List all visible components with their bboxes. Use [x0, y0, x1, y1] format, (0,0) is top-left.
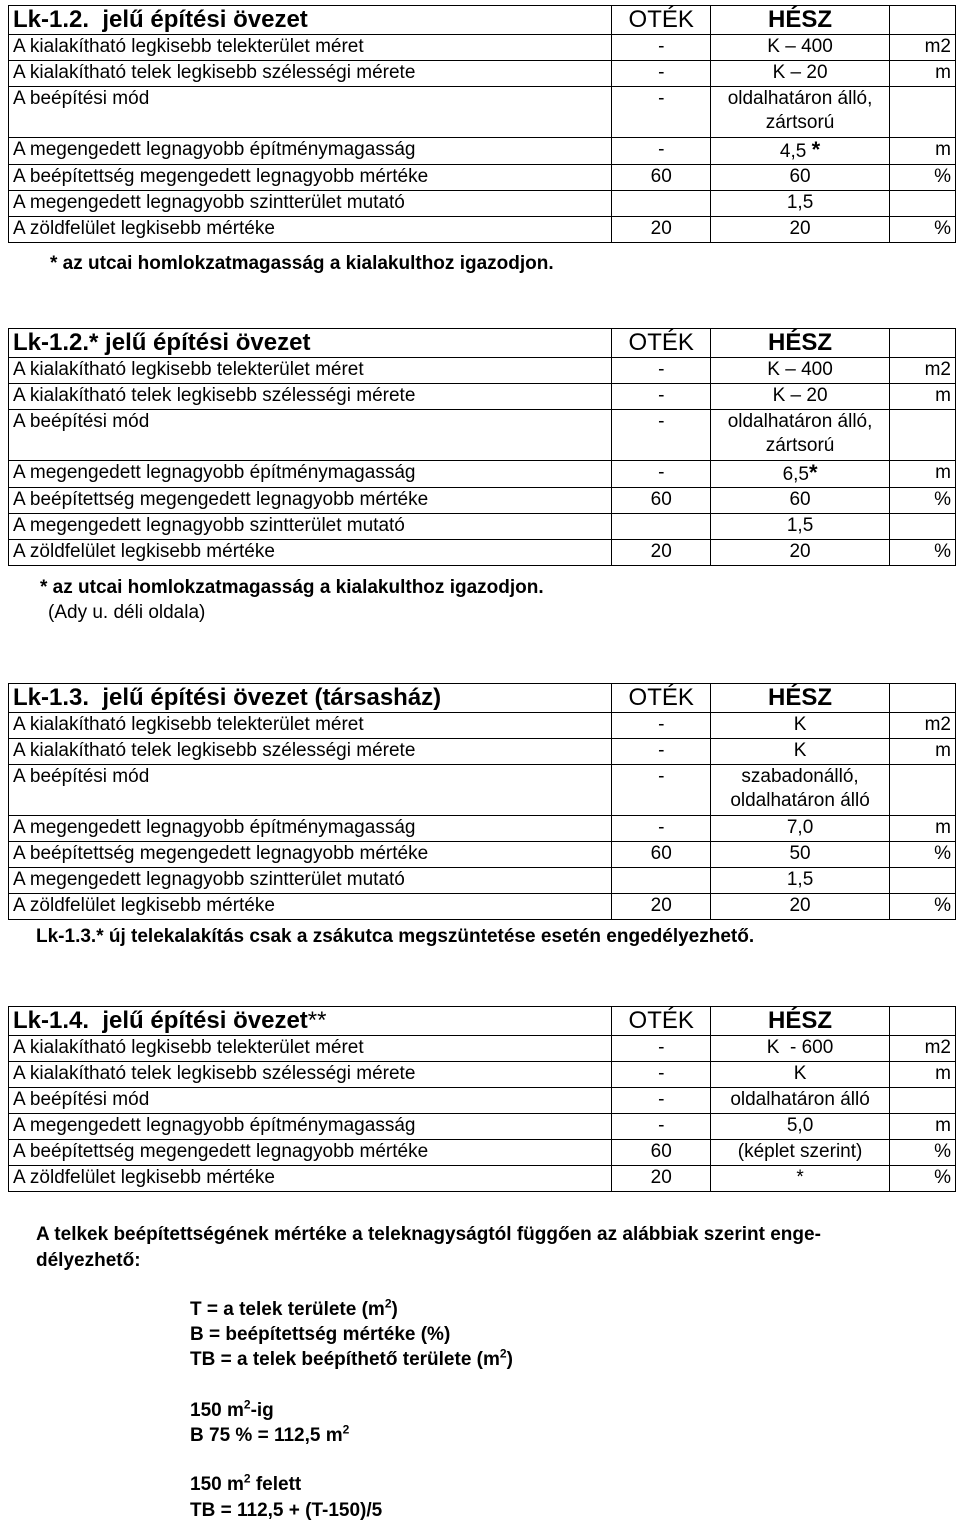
table-row [9, 894, 956, 920]
row-unit [889, 765, 955, 816]
row-label: A kialakítható telek legkisebb szélességi mérete [9, 1062, 612, 1088]
row-label: A zöldfelület legkisebb mértéke [9, 894, 612, 920]
table-row [9, 514, 956, 540]
row-unit: % [889, 842, 955, 868]
row-label: A megengedett legnagyobb szintterület mutató [9, 868, 612, 894]
row-unit: % [889, 165, 955, 191]
row-otek: - [612, 765, 711, 816]
row-hesz-line1: oldalhatáron álló, [727, 411, 873, 432]
table-row [9, 842, 956, 868]
row-label: A beépítési mód [9, 87, 612, 138]
table-row [9, 61, 956, 87]
table-row [9, 1140, 956, 1166]
table-row [9, 191, 956, 217]
case-1-formula-text: B 75 % = 112,5 m [190, 1425, 343, 1446]
zone-code: Lk-1.3. [13, 684, 90, 711]
row-otek: - [612, 61, 711, 87]
row-label: A kialakítható telek legkisebb szélességi mérete [9, 384, 612, 410]
row-hesz-value: 4,5 [779, 141, 807, 162]
unit-header [889, 684, 955, 713]
row-hesz: K - 600 [711, 1036, 889, 1062]
zone-table-lk-1-2-star [8, 328, 956, 566]
zone-title-text: jelű építési övezet [102, 6, 308, 33]
row-hesz: 50 [711, 842, 889, 868]
row-otek: - [612, 1088, 711, 1114]
row-unit: m [889, 816, 955, 842]
case-1-condition [190, 1397, 274, 1422]
row-otek: - [612, 713, 711, 739]
row-otek: 20 [612, 894, 711, 920]
row-otek: - [612, 816, 711, 842]
row-hesz: 1,5 [711, 191, 889, 217]
row-unit: m [889, 461, 955, 488]
definition-t [190, 1296, 398, 1321]
zone-title-text: jelű építési övezet [105, 329, 311, 356]
row-hesz-line2: oldalhatáron álló [730, 790, 870, 811]
table-row [9, 358, 956, 384]
table-row [9, 1114, 956, 1140]
asterisk-mark: * [811, 137, 821, 162]
table-row [9, 816, 956, 842]
zone-footnote: Lk-1.3.* új telekalakítás csak a zsákutca megszüntetése esetén engedélyezhető. [36, 926, 755, 947]
table-row [9, 488, 956, 514]
row-hesz: K – 20 [711, 61, 889, 87]
zone-title [9, 329, 612, 358]
row-label: A zöldfelület legkisebb mértéke [9, 217, 612, 243]
row-hesz [711, 87, 889, 138]
otek-header: OTÉK [612, 329, 711, 358]
table-row [9, 765, 956, 816]
row-hesz: K [711, 739, 889, 765]
row-unit: % [889, 894, 955, 920]
row-label: A beépítési mód [9, 1088, 612, 1114]
row-otek: - [612, 461, 711, 488]
hesz-header: HÉSZ [711, 329, 889, 358]
row-hesz: 1,5 [711, 868, 889, 894]
row-hesz: 60 [711, 488, 889, 514]
row-otek [612, 868, 711, 894]
unit-header [889, 1007, 955, 1036]
row-unit: m [889, 384, 955, 410]
row-label: A beépítettség megengedett legnagyobb mértéke [9, 165, 612, 191]
row-otek: - [612, 739, 711, 765]
table-row [9, 138, 956, 165]
superscript: 2 [243, 1397, 251, 1412]
zone-header [9, 684, 956, 713]
case-2-text: 150 m [190, 1474, 244, 1495]
zone-title-text: jelű építési övezet (társasház) [102, 684, 442, 711]
row-hesz [711, 765, 889, 816]
case-1-formula [190, 1422, 350, 1447]
row-label: A megengedett legnagyobb építménymagasság [9, 138, 612, 165]
table-row [9, 1088, 956, 1114]
zone-table-lk-1-2 [8, 5, 956, 243]
row-hesz: * [711, 1166, 889, 1192]
row-label: A beépítettség megengedett legnagyobb mértéke [9, 842, 612, 868]
otek-header: OTÉK [612, 684, 711, 713]
row-label: A beépítési mód [9, 765, 612, 816]
row-unit: % [889, 217, 955, 243]
table-row [9, 384, 956, 410]
row-label: A megengedett legnagyobb építménymagasság [9, 816, 612, 842]
row-unit [889, 191, 955, 217]
zone-title [9, 684, 612, 713]
row-otek: - [612, 1062, 711, 1088]
row-otek: 20 [612, 1166, 711, 1192]
superscript: 2 [342, 1422, 350, 1437]
case-1-end: -ig [250, 1400, 274, 1421]
table-row [9, 1036, 956, 1062]
row-unit [889, 868, 955, 894]
case-2-condition [190, 1471, 302, 1496]
zone-title [9, 6, 612, 35]
row-hesz-line1: oldalhatáron álló, [727, 88, 873, 109]
row-unit: m2 [889, 713, 955, 739]
row-hesz: 5,0 [711, 1114, 889, 1140]
superscript: 2 [243, 1471, 251, 1486]
row-otek: 60 [612, 842, 711, 868]
zone-code: Lk-1.2. [13, 6, 90, 33]
row-hesz: K – 400 [711, 35, 889, 61]
row-unit: m [889, 61, 955, 87]
row-unit: m [889, 739, 955, 765]
otek-header: OTÉK [612, 6, 711, 35]
row-unit: m [889, 1062, 955, 1088]
row-hesz [711, 410, 889, 461]
row-label: A kialakítható legkisebb telekterület méret [9, 713, 612, 739]
row-hesz: 20 [711, 540, 889, 566]
row-unit [889, 410, 955, 461]
row-label: A beépítettség megengedett legnagyobb mértéke [9, 1140, 612, 1166]
zone-header [9, 329, 956, 358]
row-unit: % [889, 540, 955, 566]
asterisk-mark: * [808, 460, 818, 485]
footer-intro-line2: délyezhető: [36, 1250, 141, 1271]
definition-tb [190, 1346, 513, 1371]
definition-t-end: ) [391, 1299, 398, 1320]
row-hesz: (képlet szerint) [711, 1140, 889, 1166]
table-row [9, 87, 956, 138]
table-row [9, 461, 956, 488]
footer-intro-line1: A telkek beépítettségének mértéke a teleknagyságtól függően az alábbiak szerint enge- [36, 1224, 821, 1245]
zone-title [9, 1007, 612, 1036]
row-otek: - [612, 410, 711, 461]
row-label: A kialakítható legkisebb telekterület méret [9, 358, 612, 384]
zone-footnote: * az utcai homlokzatmagasság a kialakulthoz igazodjon. [40, 577, 544, 598]
row-unit: % [889, 1166, 955, 1192]
row-label: A megengedett legnagyobb építménymagasság [9, 1114, 612, 1140]
unit-header [889, 329, 955, 358]
table-row [9, 1062, 956, 1088]
row-otek [612, 191, 711, 217]
row-hesz: K – 20 [711, 384, 889, 410]
row-unit: % [889, 488, 955, 514]
zone-code: Lk-1.4. [13, 1007, 90, 1034]
table-row [9, 1166, 956, 1192]
table-row [9, 868, 956, 894]
row-otek [612, 514, 711, 540]
hesz-header: HÉSZ [711, 6, 889, 35]
row-hesz-line2: zártsorú [765, 112, 835, 133]
table-row [9, 217, 956, 243]
row-hesz-line2: zártsorú [765, 435, 835, 456]
row-hesz: oldalhatáron álló [711, 1088, 889, 1114]
row-hesz-value: 6,5 [782, 464, 809, 485]
otek-header: OTÉK [612, 1007, 711, 1036]
row-label: A megengedett legnagyobb építménymagasság [9, 461, 612, 488]
row-label: A beépítési mód [9, 410, 612, 461]
row-otek: - [612, 87, 711, 138]
row-label: A kialakítható legkisebb telekterület méret [9, 1036, 612, 1062]
zone-title-suffix: ** [307, 1007, 327, 1034]
table-row [9, 713, 956, 739]
table-row [9, 165, 956, 191]
row-otek: - [612, 358, 711, 384]
row-label: A kialakítható legkisebb telekterület méret [9, 35, 612, 61]
row-otek: - [612, 1036, 711, 1062]
definition-tb-end: ) [506, 1349, 513, 1370]
row-unit: m [889, 1114, 955, 1140]
row-unit: m2 [889, 1036, 955, 1062]
zone-header [9, 6, 956, 35]
row-hesz: K [711, 1062, 889, 1088]
definition-tb-text: TB = a telek beépíthető területe (m [190, 1349, 500, 1370]
row-hesz: K [711, 713, 889, 739]
zone-header [9, 1007, 956, 1036]
row-unit: m2 [889, 35, 955, 61]
row-label: A megengedett legnagyobb szintterület mutató [9, 191, 612, 217]
row-otek: - [612, 384, 711, 410]
row-hesz: K – 400 [711, 358, 889, 384]
row-otek: 60 [612, 1140, 711, 1166]
zone-subnote: (Ady u. déli oldala) [48, 602, 206, 623]
zone-title-text: jelű építési övezet [102, 1007, 308, 1034]
row-otek: - [612, 1114, 711, 1140]
row-otek: 60 [612, 488, 711, 514]
row-unit: % [889, 1140, 955, 1166]
row-label: A zöldfelület legkisebb mértéke [9, 540, 612, 566]
row-label: A kialakítható telek legkisebb szélességi mérete [9, 61, 612, 87]
superscript: 2 [384, 1296, 392, 1311]
row-label: A megengedett legnagyobb szintterület mutató [9, 514, 612, 540]
case-1-text: 150 m [190, 1400, 244, 1421]
row-hesz [711, 138, 889, 165]
definition-t-text: T = a telek területe (m [190, 1299, 385, 1320]
row-otek: 60 [612, 165, 711, 191]
row-otek: 20 [612, 540, 711, 566]
definition-b: B = beépítettség mértéke (%) [190, 1324, 451, 1345]
row-unit: m2 [889, 358, 955, 384]
row-hesz: 7,0 [711, 816, 889, 842]
row-hesz: 20 [711, 217, 889, 243]
zone-table-lk-1-3 [8, 683, 956, 920]
unit-header [889, 6, 955, 35]
table-row [9, 540, 956, 566]
row-label: A beépítettség megengedett legnagyobb mértéke [9, 488, 612, 514]
table-row [9, 739, 956, 765]
hesz-header: HÉSZ [711, 684, 889, 713]
row-unit [889, 514, 955, 540]
row-unit [889, 1088, 955, 1114]
row-hesz: 1,5 [711, 514, 889, 540]
row-unit [889, 87, 955, 138]
row-label: A kialakítható telek legkisebb szélességi mérete [9, 739, 612, 765]
row-otek: - [612, 35, 711, 61]
row-unit: m [889, 138, 955, 165]
table-row [9, 35, 956, 61]
row-otek: - [612, 138, 711, 165]
zone-table-lk-1-4 [8, 1006, 956, 1192]
row-hesz [711, 461, 889, 488]
hesz-header: HÉSZ [711, 1007, 889, 1036]
zone-code: Lk-1.2.* [13, 329, 99, 356]
case-2-end: felett [250, 1474, 302, 1495]
row-otek: 20 [612, 217, 711, 243]
row-label: A zöldfelület legkisebb mértéke [9, 1166, 612, 1192]
superscript: 2 [499, 1346, 507, 1361]
row-hesz: 20 [711, 894, 889, 920]
zone-footnote: * az utcai homlokzatmagasság a kialakulthoz igazodjon. [50, 253, 554, 274]
table-row [9, 410, 956, 461]
row-hesz: 60 [711, 165, 889, 191]
row-hesz-line1: szabadonálló, [741, 766, 859, 787]
case-2-formula: TB = 112,5 + (T-150)/5 [190, 1500, 383, 1521]
